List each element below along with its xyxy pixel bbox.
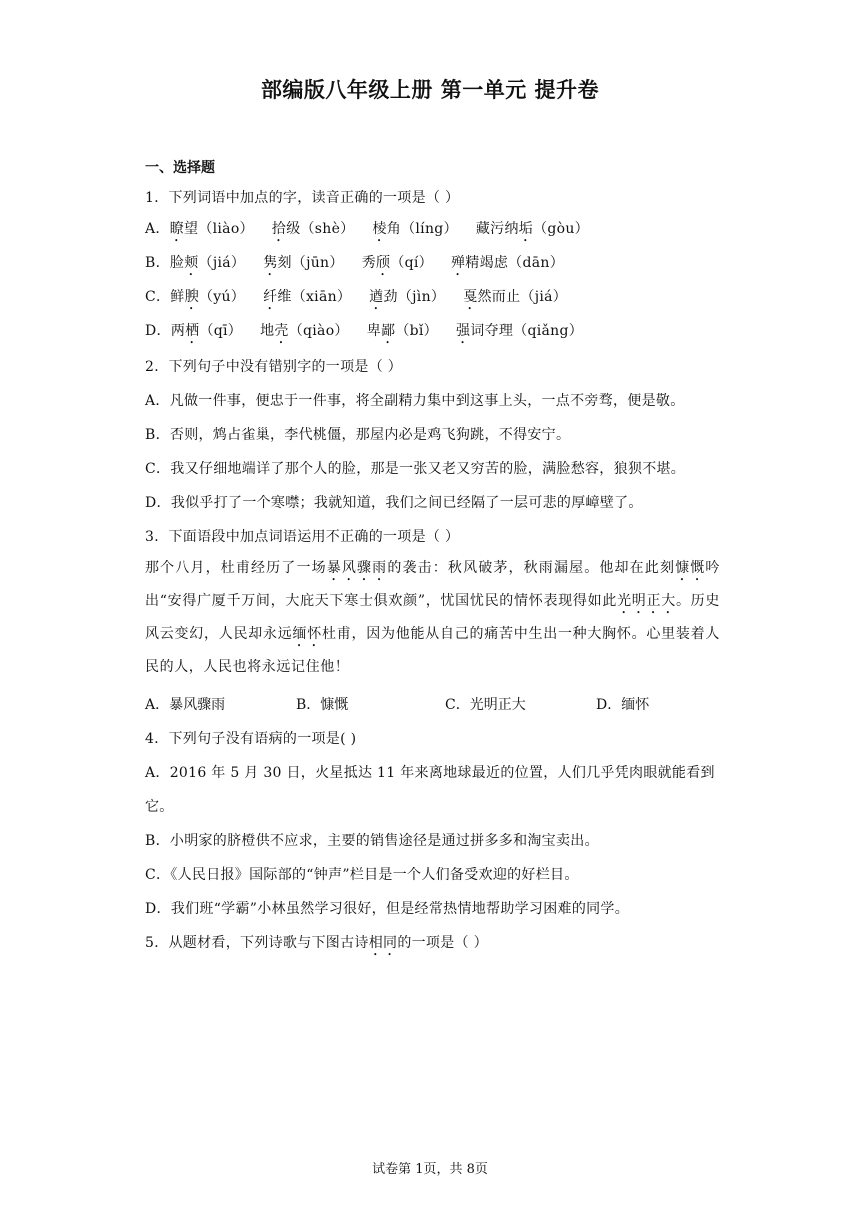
question-4-option-a: A．2016 年 5 月 30 日，火星抵达 11 年来离地球最近的位置，人们几乎凭肉眼就能看到	[145, 765, 715, 781]
question-3-option-a: A．暴风骤雨	[145, 697, 226, 713]
dotted-word: 缅怀	[292, 626, 322, 642]
dotted-word: 暴风骤雨	[326, 560, 388, 576]
question-5-stem: 5．从题材看，下列诗歌与下图古诗相同的一项是（ ）	[145, 935, 488, 951]
question-1-option-a: A．瞭望（liào） 拾级（shè） 棱角（líng） 藏污纳垢（gòu）	[145, 221, 589, 237]
question-1-stem: 1．下列词语中加点的字，读音正确的一项是（ ）	[145, 190, 460, 206]
question-1-option-d: D．两栖（qī） 地壳（qiào） 卑鄙（bǐ） 强词夺理（qiǎng）	[145, 323, 584, 339]
dotted-word: 光明正大	[617, 593, 676, 609]
question-1-option-b: B．脸颊（jiá） 隽刻（jūn） 秀颀（qí） 殚精竭虑（dān）	[145, 255, 564, 271]
question-3-stem: 3．下面语段中加点词语运用不正确的一项是（ ）	[145, 529, 460, 545]
question-2-option-c: C．我又仔细地端详了那个人的脸，那是一张又老又穷苦的脸，满脸愁容，狼狈不堪。	[145, 461, 686, 477]
page-footer: 试卷第 1页，共 8页	[372, 1162, 488, 1177]
question-4-stem: 4．下列句子没有语病的一项是( )	[145, 731, 357, 747]
page-title: 部编版八年级上册 第一单元 提升卷	[260, 78, 600, 102]
question-4-option-c: C．《人民日报》国际部的“钟声”栏目是一个人们备受欢迎的好栏目。	[145, 867, 579, 883]
question-3-option-d: D．缅怀	[596, 697, 650, 713]
question-1-option-c: C．鲜腴（yú） 纤维（xiān） 遒劲（jìn） 戛然而止（jiá）	[145, 289, 568, 305]
question-4-option-a-cont: 它。	[145, 799, 174, 815]
question-2-option-a: A．凡做一件事，便忠于一件事，将全副精力集中到这事上头，一点不旁骛，便是敬。	[145, 393, 685, 409]
question-3-passage: 那个八月，杜甫经历了一场暴风骤雨的袭击：秋风破茅，秋雨漏屋。他却在此刻慷慨吟出“安得广厦千万间，大庇天下寒士俱欢颜”，忧国忧民的情怀表现得如此光明正大。历史风云变幻，人民却永远缅怀杜甫，因为他能从自己的痛苦中生出一种大胸怀。心里装着人民的人，人民也将永远记住他！	[145, 560, 721, 675]
question-4-option-b: B．小明家的脐橙供不应求，主要的销售途径是通过拼多多和淘宝卖出。	[145, 833, 599, 849]
question-2-option-b: B．否则，鸩占雀巢，李代桃僵，那屋内必是鸡飞狗跳，不得安宁。	[145, 427, 571, 443]
question-4-option-d: D．我们班“学霸”小林虽然学习很好，但是经常热情地帮助学习困难的同学。	[145, 901, 630, 917]
question-3-option-b: B．慷慨	[296, 697, 349, 713]
section-heading: 一、选择题	[145, 160, 215, 176]
dotted-word: 慷慨	[675, 560, 706, 576]
question-2-option-d: D．我似乎打了一个寒噤；我就知道，我们之间已经隔了一层可悲的厚嶂壁了。	[145, 495, 643, 511]
question-3-option-c: C．光明正大	[445, 697, 526, 713]
question-2-stem: 2．下列句子中没有错别字的一项是（ ）	[145, 359, 403, 375]
